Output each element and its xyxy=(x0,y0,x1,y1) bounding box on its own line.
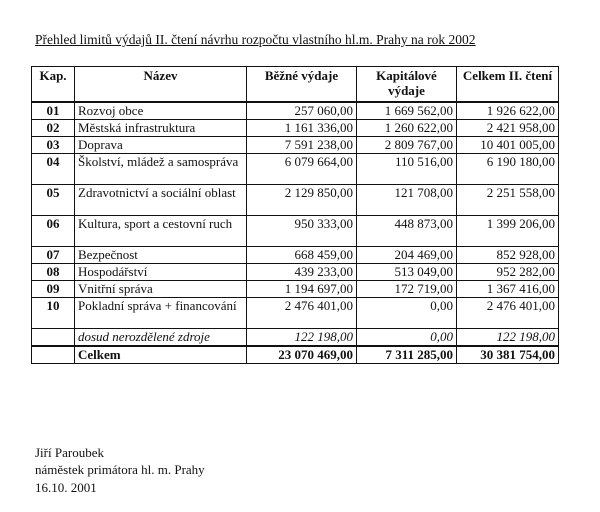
cell-kap: 07 xyxy=(32,247,75,264)
cell-kap: 06 xyxy=(32,216,75,247)
cell-bezne: 1 194 697,00 xyxy=(247,281,357,298)
cell-bezne: 2 129 850,00 xyxy=(247,185,357,216)
cell-bezne: 439 233,00 xyxy=(247,264,357,281)
cell-celkem: 10 401 005,00 xyxy=(457,137,559,154)
cell-celkem: 852 928,00 xyxy=(457,247,559,264)
cell-celkem: 30 381 754,00 xyxy=(457,346,559,364)
cell-name: Městská infrastruktura xyxy=(75,120,247,137)
header-kapitalove: Kapitálové výdaje xyxy=(357,67,457,103)
signatory-role: náměstek primátora hl. m. Prahy xyxy=(35,462,205,477)
unallocated-row xyxy=(32,329,559,347)
cell-kapitalove: 1 260 622,00 xyxy=(357,120,457,137)
header-celkem: Celkem II. čtení xyxy=(457,67,559,103)
cell-kapitalove: 121 708,00 xyxy=(357,185,457,216)
cell-name: Vnitřní správa xyxy=(75,281,247,298)
table-row xyxy=(32,264,559,281)
cell-kap-empty xyxy=(32,329,75,347)
cell-kapitalove: 2 809 767,00 xyxy=(357,137,457,154)
cell-name: Zdravotnictví a sociální oblast xyxy=(75,185,247,216)
cell-kap-empty xyxy=(32,346,75,364)
cell-bezne: 1 161 336,00 xyxy=(247,120,357,137)
cell-name: Bezpečnost xyxy=(75,247,247,264)
cell-bezne: 122 198,00 xyxy=(247,329,357,347)
cell-kap: 03 xyxy=(32,137,75,154)
cell-bezne: 6 079 664,00 xyxy=(247,154,357,185)
total-row xyxy=(32,346,559,364)
cell-name: Pokladní správa + financování xyxy=(75,298,247,329)
cell-name: Rozvoj obce xyxy=(75,102,247,120)
cell-kapitalove: 513 049,00 xyxy=(357,264,457,281)
cell-kapitalove: 0,00 xyxy=(357,298,457,329)
signatory-name: Jiří Paroubek xyxy=(35,445,104,460)
cell-bezne: 7 591 238,00 xyxy=(247,137,357,154)
cell-celkem: 122 198,00 xyxy=(457,329,559,347)
cell-celkem: 1 399 206,00 xyxy=(457,216,559,247)
table-row xyxy=(32,137,559,154)
cell-kap: 01 xyxy=(32,102,75,120)
cell-celkem: 2 476 401,00 xyxy=(457,298,559,329)
cell-kap: 04 xyxy=(32,154,75,185)
cell-bezne: 668 459,00 xyxy=(247,247,357,264)
cell-celkem: 1 367 416,00 xyxy=(457,281,559,298)
table-row xyxy=(32,281,559,298)
cell-kapitalove: 172 719,00 xyxy=(357,281,457,298)
cell-kapitalove: 1 669 562,00 xyxy=(357,102,457,120)
document-title: Přehled limitů výdajů II. čtení návrhu rozpočtu vlastního hl.m. Prahy na rok 2002 xyxy=(35,32,476,47)
cell-name: Školství, mládež a samospráva xyxy=(75,154,247,185)
cell-bezne: 23 070 469,00 xyxy=(247,346,357,364)
cell-name: Celkem xyxy=(75,346,247,364)
table-row xyxy=(32,185,559,216)
cell-name: Kultura, sport a cestovní ruch xyxy=(75,216,247,247)
table-row xyxy=(32,247,559,264)
cell-celkem: 2 251 558,00 xyxy=(457,185,559,216)
cell-name: Hospodářství xyxy=(75,264,247,281)
cell-kapitalove: 204 469,00 xyxy=(357,247,457,264)
header-name: Název xyxy=(75,67,247,103)
cell-kap: 02 xyxy=(32,120,75,137)
table-row xyxy=(32,102,559,120)
table-row xyxy=(32,216,559,247)
table-row xyxy=(32,120,559,137)
cell-celkem: 2 421 958,00 xyxy=(457,120,559,137)
cell-kapitalove: 7 311 285,00 xyxy=(357,346,457,364)
cell-kap: 09 xyxy=(32,281,75,298)
cell-celkem: 1 926 622,00 xyxy=(457,102,559,120)
cell-kapitalove: 448 873,00 xyxy=(357,216,457,247)
cell-name: Doprava xyxy=(75,137,247,154)
cell-celkem: 6 190 180,00 xyxy=(457,154,559,185)
cell-bezne: 950 333,00 xyxy=(247,216,357,247)
signature-date: 16.10. 2001 xyxy=(35,480,97,495)
cell-kap: 10 xyxy=(32,298,75,329)
cell-celkem: 952 282,00 xyxy=(457,264,559,281)
header-bezne: Běžné výdaje xyxy=(247,67,357,103)
table-row xyxy=(32,298,559,329)
cell-kap: 05 xyxy=(32,185,75,216)
cell-kapitalove: 0,00 xyxy=(357,329,457,347)
budget-table xyxy=(31,66,559,364)
cell-kapitalove: 110 516,00 xyxy=(357,154,457,185)
cell-bezne: 257 060,00 xyxy=(247,102,357,120)
table-row xyxy=(32,154,559,185)
cell-name: dosud nerozdělené zdroje xyxy=(75,329,247,347)
cell-bezne: 2 476 401,00 xyxy=(247,298,357,329)
header-kap: Kap. xyxy=(32,67,75,103)
cell-kap: 08 xyxy=(32,264,75,281)
table-header-row xyxy=(32,67,559,103)
